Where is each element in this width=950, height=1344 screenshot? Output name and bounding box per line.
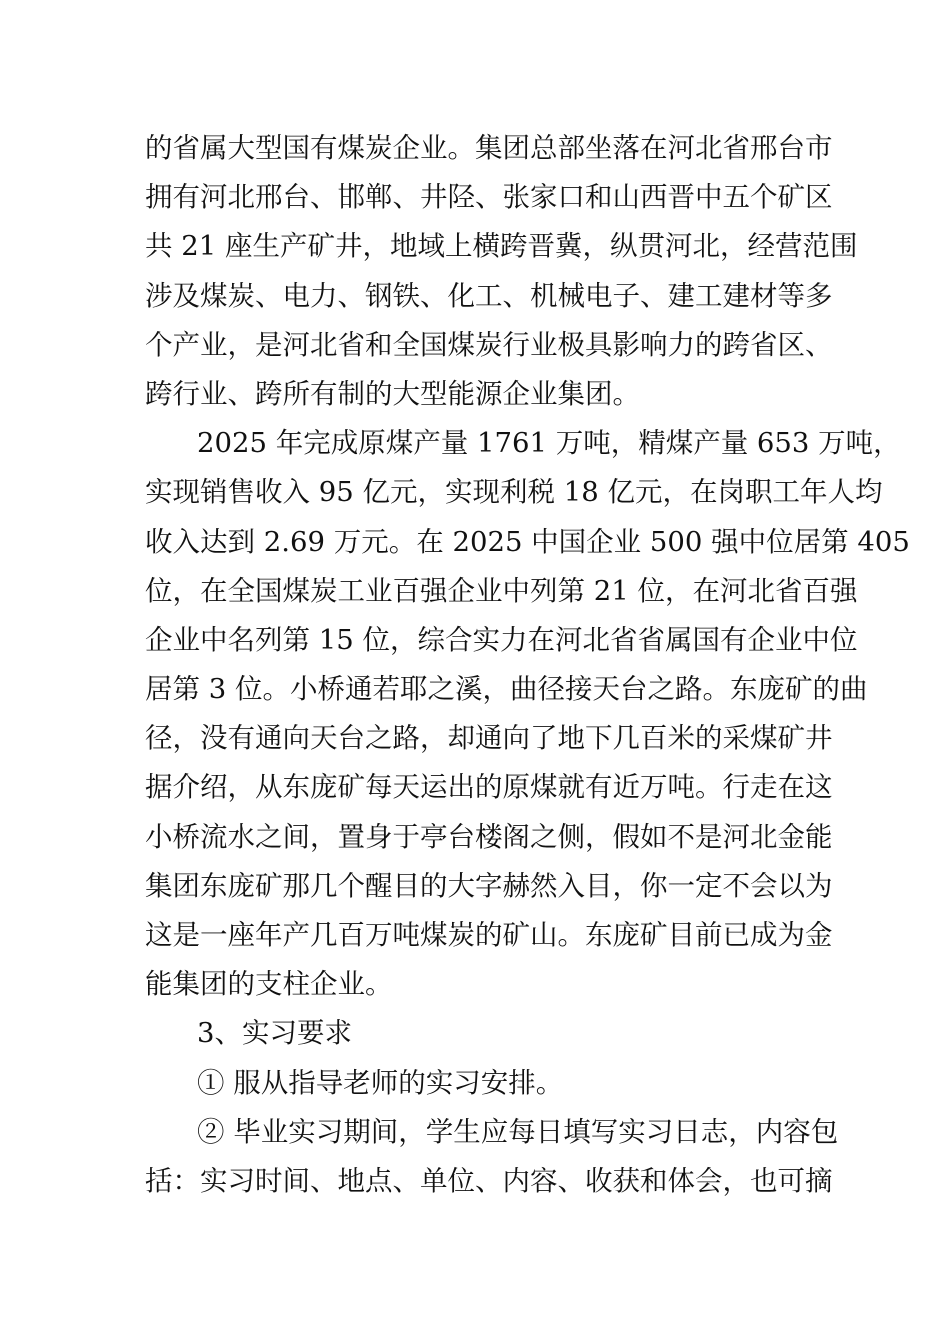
text-line-14: 据介绍，从东庞矿每天运出的原煤就有近万吨。行走在这 [145,771,833,804]
text-line-1: 的省属大型国有煤炭企业。集团总部坐落在河北省邢台市 [145,132,833,164]
text-line-17: 这是一座年产几百万吨煤炭的矿山。东庞矿目前已成为金 [145,919,833,951]
text-line-2: 拥有河北邢台、邯郸、井陉、张家口和山西晋中五个矿区 [145,181,833,214]
text-line-6: 跨行业、跨所有制的大型能源企业集团。 [145,377,640,410]
text-line-18: 能集团的支柱企业。 [145,968,393,1001]
text-line-8: 实现销售收入 95 亿元，实现利税 18 亿元，在岗职工年人均 [145,476,883,509]
text-line-9: 收入达到 2.69 万元。在 2025 中国企业 500 强中位居第 405 [145,525,910,558]
text-line-13: 径，没有通向天台之路，却通向了地下几百米的采煤矿井 [145,722,833,755]
text-line-22: 括：实习时间、地点、单位、内容、收获和体会，也可摘 [145,1164,833,1197]
text-line-16: 集团东庞矿那几个醒目的大字赫然入目，你一定不会以为 [145,869,833,902]
text-line-11: 企业中名列第 15 位，综合实力在河北省省属国有企业中位 [145,623,858,656]
text-line-12: 居第 3 位。小桥通若耶之溪，曲径接天台之路。东庞矿的曲 [145,673,868,706]
text-line-7: 2025 年完成原煤产量 1761 万吨，精煤产量 653 万吨， [197,427,901,460]
requirement-item-1: ① 服从指导老师的实习安排。 [197,1066,564,1099]
text-line-4: 涉及煤炭、电力、钢铁、化工、机械电子、建工建材等多 [145,279,833,312]
text-line-3: 共 21 座生产矿井，地域上横跨晋冀，纵贯河北，经营范围 [145,230,858,263]
text-line-15: 小桥流水之间，置身于亭台楼阁之侧，假如不是河北金能 [145,820,833,853]
text-line-10: 位，在全国煤炭工业百强企业中列第 21 位，在河北省百强 [145,574,858,607]
text-line-5: 个产业，是河北省和全国煤炭行业极具影响力的跨省区、 [145,328,833,361]
section-heading: 3、实习要求 [197,1017,352,1050]
requirement-item-2: ② 毕业实习期间，学生应每日填写实习日志，内容包 [197,1115,839,1148]
body-text [145,124,910,1206]
